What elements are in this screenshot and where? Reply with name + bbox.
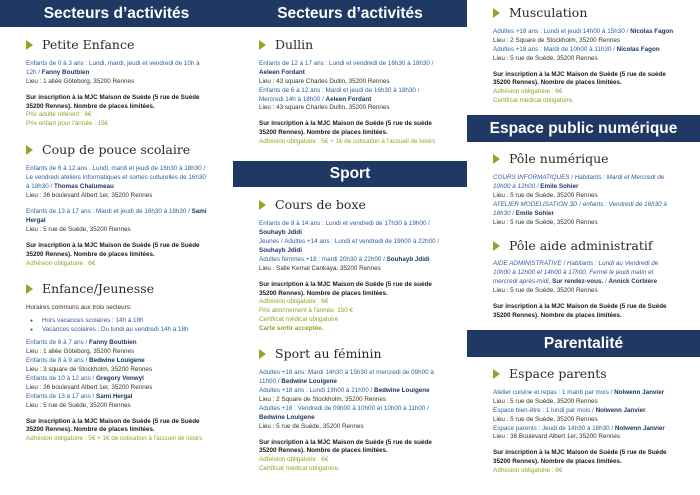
registration-note: Sur inscription à la MJC Maison de Suède (5 rue de Suède 35200 Rennes). Nombre de places limitées.: [26, 93, 200, 110]
location-line: Lieu : 5 rue de Suède, 35200 Rennes: [259, 422, 364, 430]
section-title: Sport au féminin: [275, 346, 382, 362]
registration-note: Sur inscription à la MJC Maison de Suède (5 rue de Suède 35200 Rennes). Nombre de places limitées.: [26, 241, 200, 258]
location-line: Lieu : 36 Boulevard Albert 1er, 35200 Rennes: [493, 433, 621, 441]
schedule-line: AIDE ADMINISTRATIVE / Habitants : Lundi au Vendredi de 10h00 à 12h00 et 14h00 à 17h00. Fermé le jeudi matin et mercredi après-midi. Sur rendez-vous. / Annick Corbière: [493, 260, 659, 286]
certificate-line: Certificat médical obligatoire.: [259, 465, 340, 473]
membership-line: Adhésion obligatoire : 6€: [259, 298, 329, 306]
registration-note: Sur inscription à la MJC Maison de Suède (5 rue de suède 35200 Rennes). Nombre de places limitées.: [259, 280, 432, 297]
staff-name: Nolwenn Janvier: [614, 424, 665, 432]
staff-name: Nicolas Fagon: [616, 45, 660, 53]
band-secteurs-middle: [233, 0, 467, 27]
staff-name: Souhayb Jdidi: [259, 246, 303, 254]
schedule-line: Enfants de 6 à 12 ans : Lundi, mardi et jeudi de 16h30 à 18h30 / Le vendredi ateliers informatiques et sorties culturelles de 16h30 à 18h30 / Thomas Chalumeau: [26, 165, 206, 190]
triangle-bullet-icon: [493, 8, 500, 18]
triangle-bullet-icon: [26, 284, 33, 294]
schedule-line: Adultes +18 ans : Lundi 19h00 à 21h00 / Bedwine Louigene: [259, 386, 430, 394]
location-line: Lieu : 36 boulevard Albert 1er, 35200 Rennes: [26, 191, 153, 199]
triangle-bullet-icon: [26, 40, 33, 50]
section-title: Enfance/Jeunesse: [42, 281, 155, 297]
section-header: [493, 365, 674, 383]
schedule-line: Enfants de 6 à 12 ans : Mardi et jeudi de 16h30 à 18h30 / Mercredi 14h à 18h00 / Aeleen Fordant: [259, 86, 420, 103]
schedule-line: Espace parents : Jeudi de 14h30 à 16h30 / Nolwenn Janvier: [493, 424, 665, 432]
band-parentalite: [467, 330, 700, 357]
schedule-line: Adultes +18 ans: Mardi 14h30 à 15h30 et mercredi de 09h00 à 11h00 / Bedwine Louigene: [259, 368, 434, 385]
section-musculation: [467, 4, 700, 106]
band-title: Sport: [329, 165, 371, 183]
schedule-line: Adultes +18 : Vendredi de 09h00 à 10h00 et 10h00 à 11h00 / Bedwine Louigene: [259, 404, 429, 421]
triangle-bullet-icon: [259, 40, 266, 50]
section-title: Pôle aide administratif: [509, 237, 653, 253]
location-line: Lieu : 5 rue de Suède, 35200 Rennes: [493, 397, 598, 405]
staff-name: Bedwine Louigene: [374, 386, 430, 394]
staff-name: Souhayb Jdidi: [259, 228, 303, 236]
list-item: ● Hors vacances scolaires : 14h à 18h: [26, 317, 207, 326]
location-line: Lieu : 5 rue de Suède, 35200 Rennes: [493, 218, 598, 226]
staff-name: Fanny Boutbien: [41, 68, 90, 76]
section-sport-feminin: [233, 345, 467, 474]
schedule-line: Enfants de 8 à 14 ans : Lundi et vendredi de 17h30 à 19h00 / Souhayb Jdidi: [259, 219, 430, 236]
location-line: Lieu : 5 rue de Suède, 35200 Rennes: [493, 287, 598, 295]
membership-line: Adhésion obligatoire : 5€ + 1€ de cotisation à l'accueil de loisirs: [259, 138, 436, 146]
schedule-line: Enfants de 12 à 17 ans : Lundi et vendredi de 16h30 à 18h30 / Aeleen Fordant: [259, 59, 434, 76]
section-petite-enfance: [0, 36, 233, 129]
location-line: Lieu : 2 Square de Stockholm, 35200 Rennes: [493, 36, 621, 44]
section-header: [259, 345, 441, 363]
staff-name: Nolwenn Janvier: [614, 388, 665, 396]
section-coup-de-pouce: [0, 141, 233, 268]
location-line: Lieu : 5 rue de Suède, 35200 Rennes: [26, 401, 131, 409]
section-title: Dullin: [275, 37, 314, 52]
staff-name: Aeleen Fordant: [259, 68, 305, 76]
list-item: ● Vacances scolaires : Du lundi au vendredi 14h à 18h: [26, 326, 207, 335]
section-header: [493, 150, 674, 168]
location-line: Lieu : 5 rue de Suède, 35200 Rennes: [493, 191, 598, 199]
price-line: Prix enfant pour l'année : 15€: [26, 120, 109, 128]
registration-note: Sur inscription à la MJC Maison de Suède (5 rue de Suède 35200 Rennes). Nombre de places limitées.: [493, 449, 667, 466]
section-title: Cours de boxe: [275, 197, 366, 213]
location-line: Lieu : 3 square de Stockholm, 35200 Rennes: [26, 365, 153, 373]
staff-name: Bedwine Louigene: [259, 413, 315, 421]
staff-name: Annick Corbière: [608, 278, 658, 286]
schedule-line: Atelier cuisine et repas : 1 mardi par mois / Nolwenn Janvier: [493, 388, 665, 396]
location-line: Lieu : 5 rue de Suède, 35200 Rennes: [493, 415, 598, 423]
band-title: Espace public numérique: [489, 119, 678, 137]
staff-name: Sami Hergal: [26, 207, 207, 224]
registration-note: Sur inscription à la MJC Maison de Suède (5 rue de Suède 35200 Rennes). Nombre de places limitées.: [493, 303, 667, 320]
membership-line: Adhésion obligatoire : 5€ + 1€ de cotisation à l'accueil de loisirs: [26, 435, 203, 443]
section-enfance-jeunesse: [0, 280, 233, 444]
membership-line: Adhésion obligatoire : 6€: [259, 456, 329, 464]
staff-name: Nolwenn Janvier: [595, 406, 646, 414]
section-header: [26, 280, 207, 298]
location-line: Lieu : 2 Square de Stockholm, 35200 Rennes: [259, 395, 387, 403]
section-title: Musculation: [509, 5, 588, 20]
schedule-line: Enfants de 13 à 17 ans : Mardi et jeudi de 16h30 à 18h30 / Sami Hergal: [26, 207, 207, 224]
price-line: Prix abonnement à l'année: 150 €: [259, 307, 353, 315]
column-left: [0, 0, 233, 495]
staff-name: Fanny Boutbien: [89, 339, 137, 346]
membership-line: Adhésion obligatoire : 6€: [493, 88, 563, 96]
triangle-bullet-icon: [493, 241, 500, 251]
staff-name: Emile Sohier: [515, 209, 554, 217]
section-header: [493, 237, 674, 255]
section-header: [26, 36, 207, 54]
staff-name: Bedwine Louigene: [89, 356, 145, 364]
location-line: Lieu : 36 boulevard Albert 1er, 35200 Rennes: [26, 383, 153, 391]
triangle-bullet-icon: [26, 145, 33, 155]
section-title: Espace parents: [509, 366, 607, 381]
staff-name: Thomas Chalumeau: [54, 182, 114, 190]
schedule-line: Enfants de 10 à 12 ans / Gregory Vonwyl: [26, 374, 144, 382]
card-line: Carte sortir acceptée.: [259, 325, 324, 333]
staff-name: Nicolas Fagon: [630, 27, 674, 35]
hours-list: [26, 317, 207, 335]
section-pole-numerique: [467, 150, 700, 227]
schedule-line: Espace bien-être : 1 lundi par mois / Nolwenn Janvier: [493, 406, 646, 414]
schedule-line: Adultes femmes +18 : mardi 20h30 à 22h00 / Souhayb Jdidi: [259, 255, 430, 263]
staff-name: Souhayb Jdidi: [386, 255, 430, 263]
band-title: Parentalité: [543, 334, 624, 352]
location-line: Lieu : 5 rue de Suède, 35200 Rennes: [26, 225, 131, 233]
membership-line: Adhésion obligatoire : 6€: [493, 467, 563, 475]
section-title: Pôle numérique: [509, 151, 609, 167]
registration-note: Sur inscription à la MJC Maison de Suède (5 rue de Suède 35200 Rennes). Nombre de places limitées.: [26, 417, 200, 434]
registration-note: Sur inscription à la MJC Maison de Suède (5 rue de suède 35200 Rennes). Nombre de places limitées.: [493, 70, 666, 87]
section-title: Petite Enfance: [42, 37, 135, 52]
section-header: [493, 4, 674, 22]
staff-name: Sami Hergal: [96, 392, 133, 400]
schedule-line: ATELIER MODELISATION 3D / enfants : Vendredi de 16h30 à 18h30 / Emile Sohier: [493, 200, 667, 217]
membership-line: Adhésion obligatoire : 6€: [26, 259, 96, 267]
schedule-line: Enfants de 0 à 3 ans : Lundi, mardi, jeudi et vendredi de 10h à 12h / Fanny Boutbien: [26, 59, 200, 76]
schedule-line: Jeunes / Adultes +14 ans : Lundi et vendredi de 19h00 à 22h00 / Souhayb Jdidi: [259, 237, 440, 254]
staff-name: Gregory Vonwyl: [96, 374, 144, 382]
certificate-line: Certificat médical obligatoire: [259, 316, 339, 324]
schedule-line: Enfants de 6 à 7 ans / Fanny Boutbien: [26, 339, 137, 346]
schedule-line: Adultes +18 ans : Mardi de 10h00 à 11h30 / Nicolas Fagon: [493, 45, 660, 53]
location-line: Lieu : 5 rue de Suède, 35200 Rennes: [493, 54, 598, 62]
appointment-note: Sur rendez-vous.: [552, 278, 604, 286]
location-line: Lieu : 43 square Charles Dullin, 35200 Rennes: [259, 104, 390, 112]
section-espace-parents: [467, 365, 700, 476]
column-right: [467, 0, 700, 495]
schedule-line: Enfants de 8 à 9 ans / Bedwine Louigene: [26, 356, 145, 364]
band-sport: [233, 161, 467, 187]
location-line: Lieu : Salle Kemal Cankaya, 35200 Rennes: [259, 264, 381, 272]
staff-name: Aeleen Fordant: [325, 95, 372, 103]
section-boxe: [233, 196, 467, 334]
band-secteurs-left: [0, 0, 233, 27]
location-line: Lieu : 43 square Charles Dullin, 35200 Rennes: [259, 77, 390, 85]
triangle-bullet-icon: [493, 369, 500, 379]
schedule-line: COURS INFORMATIQUES / Habitants : Mardi et Mercredi de 10h00 à 12h00 / Emile Sohier: [493, 174, 665, 190]
registration-note: Sur inscription à la MJC Maison de Suède (5 rue de suède 35200 Rennes). Nombre de places limitées.: [259, 120, 432, 137]
location-line: Lieu : 1 allée Göteborg, 35200 Rennes: [26, 77, 135, 85]
triangle-bullet-icon: [259, 200, 266, 210]
schedule-line: Adultes +18 ans : Lundi et jeudi 14h00 à 15h30 / Nicolas Fagon: [493, 27, 674, 35]
certificate-line: Certificat médical obligatoire.: [493, 97, 574, 105]
registration-note: Sur inscription à la MJC Maison de Suède (5 rue de suède 35200 Rennes). Nombre de places limitées.: [259, 438, 432, 455]
staff-name: Emile Sohier: [540, 182, 579, 190]
band-espace-numerique: [467, 115, 700, 142]
section-header: [259, 36, 441, 54]
band-title: Secteurs d’activités: [277, 4, 423, 22]
location-line: Lieu : 1 allée Göteborg, 35200 Rennes: [26, 347, 135, 355]
intro-line: Horaires communs aux trois secteurs:: [26, 304, 132, 312]
section-title: Coup de pouce scolaire: [42, 142, 191, 158]
band-title: Secteurs d’activités: [43, 4, 190, 22]
triangle-bullet-icon: [259, 349, 266, 359]
section-header: [259, 196, 441, 214]
triangle-bullet-icon: [493, 154, 500, 164]
section-dullin: [233, 36, 467, 147]
section-header: [26, 141, 207, 159]
schedule-line: Enfants de 13 à 17 ans / Sami Hergal: [26, 392, 133, 400]
section-pole-aide: [467, 237, 700, 321]
column-middle: [233, 0, 467, 495]
price-line: Prix adulte référent : 6€: [26, 111, 92, 119]
staff-name: Bedwine Louigene: [281, 377, 337, 385]
